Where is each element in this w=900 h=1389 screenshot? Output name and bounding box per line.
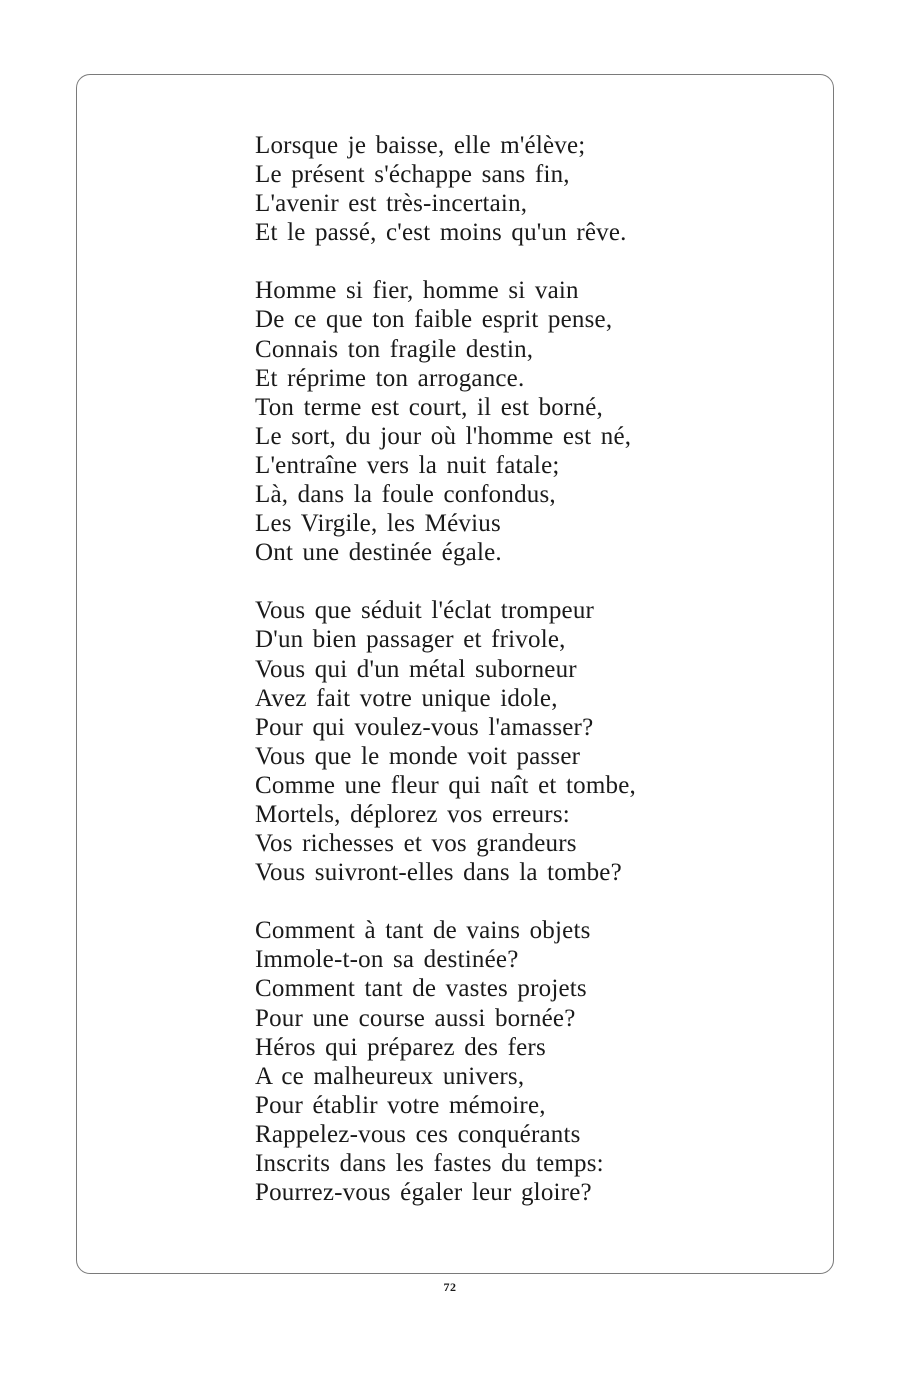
poem-line: Inscrits dans les fastes du temps: (255, 1150, 604, 1177)
poem-line: Les Virgile, les Mévius (255, 510, 501, 538)
stanza-3 (255, 596, 815, 887)
stanza-1 (255, 131, 815, 247)
poem-line: Vous suivront-elles dans la tombe? (255, 859, 622, 887)
page-number: 72 (443, 1280, 457, 1294)
poem-line: Vous que séduit l'éclat trompeur (255, 597, 595, 625)
poem-line: Pour établir votre mémoire, (255, 1091, 546, 1119)
poem-line: Avez fait votre unique idole, (255, 684, 558, 712)
poem-line: Pour une course aussi bornée? (255, 1004, 576, 1032)
poem-line: Vos richesses et vos grandeurs (255, 830, 577, 858)
poem-line: De ce que ton faible esprit pense, (255, 306, 613, 334)
poem-body (255, 131, 815, 1207)
poem-line: Ont une destinée égale. (255, 539, 502, 567)
poem-line: Vous que le monde voit passer (255, 742, 581, 770)
poem-line: Comme une fleur qui naît et tombe, (255, 771, 636, 799)
poem-line: Lorsque je baisse, elle m'élève; (255, 132, 586, 159)
stanza-4 (255, 916, 815, 1207)
poem-line: D'un bien passager et frivole, (255, 626, 566, 654)
poem-line: Le sort, du jour où l'homme est né, (255, 422, 632, 450)
poem-line: Là, dans la foule confondus, (255, 481, 556, 509)
poem-line: Connais ton fragile destin, (255, 335, 534, 363)
poem-line: L'entraîne vers la nuit fatale; (255, 451, 560, 479)
poem-line: Vous qui d'un métal suborneur (255, 655, 577, 683)
poem-line: Ton terme est court, il est borné, (255, 393, 603, 421)
poem-line: Le présent s'échappe sans fin, (255, 161, 570, 189)
poem-line: Et réprime ton arrogance. (255, 364, 525, 392)
poem-line: Homme si fier, homme si vain (255, 277, 579, 305)
poem-line: A ce malheureux univers, (255, 1062, 525, 1090)
poem-line: Rappelez-vous ces conquérants (255, 1120, 581, 1148)
poem-line: Pour qui voulez-vous l'amasser? (255, 713, 594, 741)
poem-line: Mortels, déplorez vos erreurs: (255, 800, 570, 828)
poem-line: Comment tant de vastes projets (255, 975, 587, 1003)
poem-line: Immole-t-on sa destinée? (255, 946, 519, 974)
stanza-2 (255, 276, 815, 567)
poem-line: Comment à tant de vains objets (255, 917, 591, 945)
poem-line: L'avenir est très-incertain, (255, 190, 528, 218)
poem-line: Héros qui préparez des fers (255, 1033, 546, 1061)
poem-line: Et le passé, c'est moins qu'un rêve. (255, 219, 627, 247)
poem-line: Pourrez-vous égaler leur gloire? (255, 1179, 592, 1207)
